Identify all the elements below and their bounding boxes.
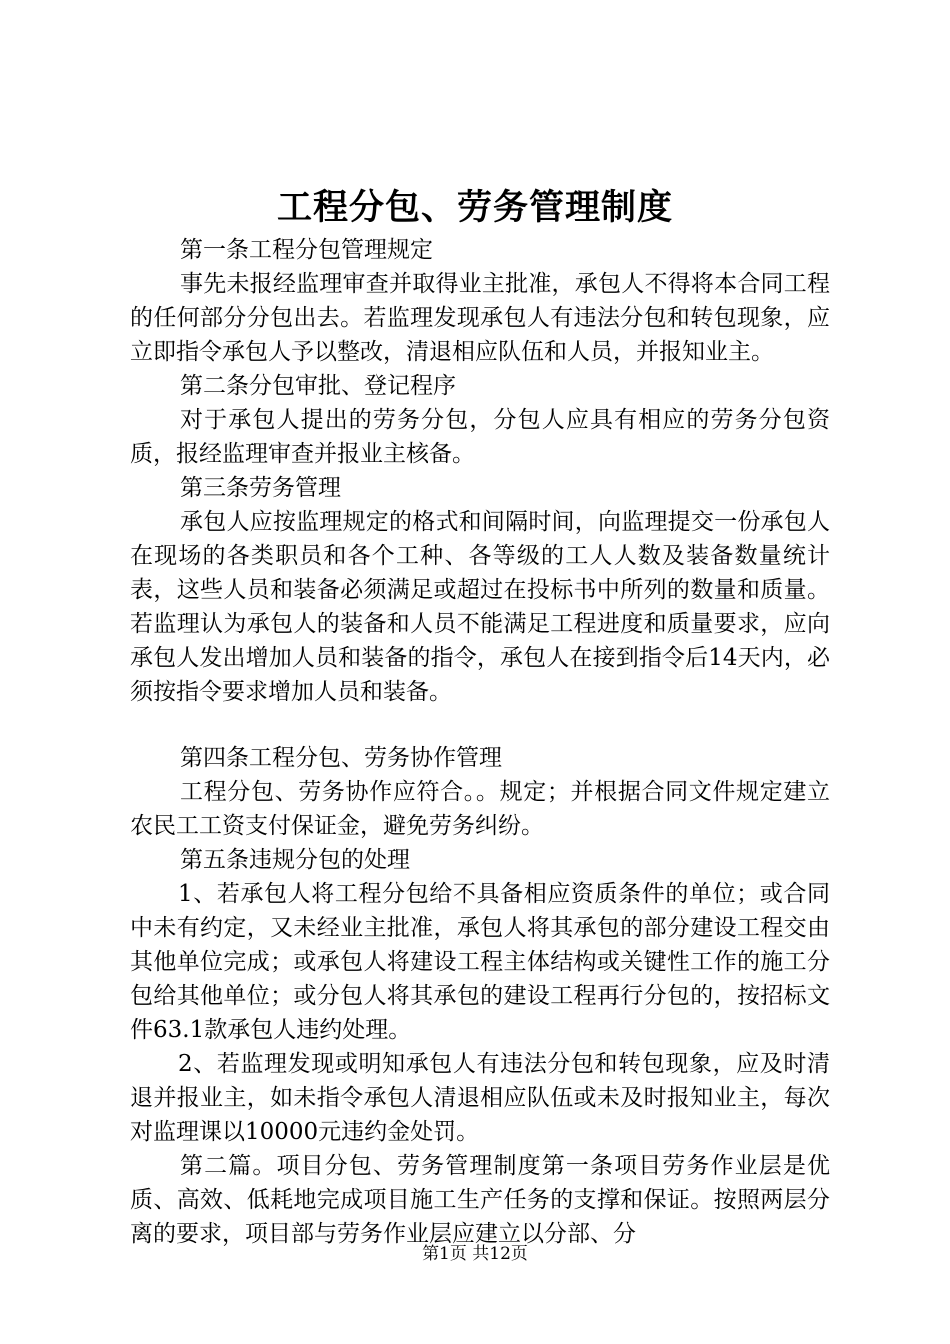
article-5-item-2: 2、若监理发现或明知承包人有违法分包和转包现象，应及时清退并报业主，如未指令承包人清退相应队伍或未及时报知业主，每次对监理课以10000元违约金处罚。	[130, 1051, 830, 1145]
article-2-text: 对于承包人提出的劳务分包，分包人应具有相应的劳务分包资质，报经监理审查并报业主核备。	[130, 407, 830, 467]
article-4-text: 工程分包、劳务协作应符合。。规定；并根据合同文件规定建立农民工工资支付保证金，避免劳务纠纷。	[130, 779, 830, 839]
article-3-text: 承包人应按监理规定的格式和间隔时间，向监理提交一份承包人在现场的各类职员和各个工种、各等级的工人人数及装备数量统计表，这些人员和装备必须满足或超过在投标书中所列的数量和质量。若监理认为承包人的装备和人员不能满足工程进度和质量要求，应向承包人发出增加人员和装备的指令，承包人在接到指令后14天内，必须按指令要求增加人员和装备。	[130, 509, 830, 705]
article-1-heading: 第一条工程分包管理规定	[180, 237, 433, 263]
article-1-text: 事先未报经监理审查并取得业主批准，承包人不得将本合同工程的任何部分分包出去。若监理发现承包人有违法分包和转包现象，应立即指令承包人予以整改，清退相应队伍和人员，并报知业主。	[130, 271, 830, 365]
article-4-heading: 第四条工程分包、劳务协作管理	[180, 745, 502, 771]
page-footer: 第1页 共12页	[422, 1244, 528, 1264]
article-2-heading: 第二条分包审批、登记程序	[180, 373, 456, 399]
part-2-intro: 第二篇。项目分包、劳务管理制度第一条项目劳务作业层是优质、高效、低耗地完成项目施工生产任务的支撑和保证。按照两层分离的要求，项目部与劳务作业层应建立以分部、分	[130, 1153, 830, 1247]
document-body	[130, 233, 830, 1251]
article-5-heading: 第五条违规分包的处理	[180, 847, 410, 873]
article-5-item-1: 1、若承包人将工程分包给不具备相应资质条件的单位；或合同中未有约定，又未经业主批准，承包人将其承包的部分建设工程交由其他单位完成；或承包人将建设工程主体结构或关键性工作的施工分包给其他单位；或分包人将其承包的建设工程再行分包的，按招标文件63.1款承包人违约处理。	[130, 881, 830, 1043]
document-title: 工程分包、劳务管理制度	[276, 187, 673, 228]
article-3-heading: 第三条劳务管理	[180, 475, 341, 501]
paragraph-spacer	[130, 709, 830, 741]
